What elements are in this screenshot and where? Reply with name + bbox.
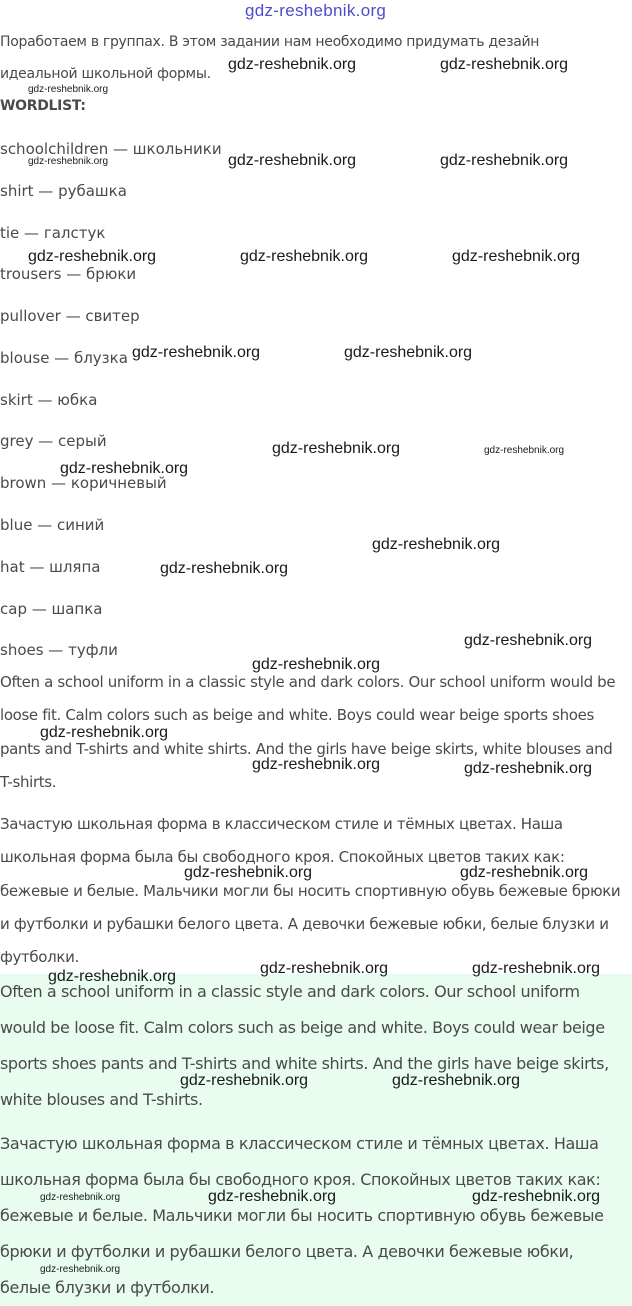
watermark: gdz-reshebnik.org <box>472 1188 601 1205</box>
watermark: gdz-reshebnik.org <box>240 248 369 265</box>
answer-english-paragraph: Often a school uniform in a classic style and dark colors. Our school uniform would be loose fit. Calm colors such as beige and white. Boys could wear beige sports shoes pants and T-shirts and white shirts. And the girls have beige skirts, white blouses and T-shirts. <box>0 982 609 1109</box>
watermark-top: gdz-reshebnik.org <box>245 1 387 20</box>
watermark-small: gdz-reshebnik.org <box>28 156 109 167</box>
watermark: gdz-reshebnik.org <box>464 632 593 649</box>
watermark-small: gdz-reshebnik.org <box>40 1192 121 1203</box>
wordlist-item: hat — шляпа <box>0 558 101 576</box>
watermark: gdz-reshebnik.org <box>28 248 157 265</box>
watermark: gdz-reshebnik.org <box>228 152 357 169</box>
wordlist-item: skirt — юбка <box>0 391 98 409</box>
wordlist-item: blue — синий <box>0 516 105 534</box>
wordlist-item: shoes — туфли <box>0 641 118 659</box>
russian-paragraph: Зачастую школьная форма в классическом стиле и тёмных цветах. Наша школьная форма была бы свободного кроя. Спокойных цветов таких как: бежевые и белые. Мальчики могли бы носить спортивную обувь бежевые брюки и футболки и рубашки белого цвета. А девочки бежевые юбки, белые блузки и футболки. <box>0 815 621 967</box>
watermark: gdz-reshebnik.org <box>228 56 357 73</box>
watermark: gdz-reshebnik.org <box>464 760 593 777</box>
watermark: gdz-reshebnik.org <box>208 1188 337 1205</box>
watermark: gdz-reshebnik.org <box>48 968 177 985</box>
intro-line-2: идеальной школьной формы. <box>0 66 211 82</box>
watermark-small: gdz-reshebnik.org <box>484 445 565 456</box>
intro-line-1: Поработаем в группах. В этом задании нам необходимо придумать дезайн <box>0 34 540 50</box>
watermark: gdz-reshebnik.org <box>344 344 473 361</box>
watermark: gdz-reshebnik.org <box>440 56 569 73</box>
watermark: gdz-reshebnik.org <box>252 656 381 673</box>
wordlist-item: cap — шапка <box>0 600 103 618</box>
wordlist-item: grey — серый <box>0 432 107 450</box>
watermark: gdz-reshebnik.org <box>472 960 601 977</box>
answer-russian-paragraph: Зачастую школьная форма в классическом стиле и тёмных цветах. Наша школьная форма была бы свободного кроя. Спокойных цветов таких как: бежевые и белые. Мальчики могли бы носить спортивную обувь бежевые брюки и футболки и рубашки белого цвета. А девочки бежевые юбки, белые блузки и футболки. <box>0 1134 604 1297</box>
watermark: gdz-reshebnik.org <box>132 344 261 361</box>
watermark: gdz-reshebnik.org <box>272 440 401 457</box>
wordlist-item: brown — коричневый <box>0 474 167 492</box>
wordlist-item: shirt — рубашка <box>0 182 127 200</box>
wordlist-item: pullover — свитер <box>0 307 140 325</box>
watermark: gdz-reshebnik.org <box>160 560 289 577</box>
answer-box <box>0 974 632 1306</box>
wordlist-item: blouse — блузка <box>0 349 128 367</box>
wordlist-item: tie — галстук <box>0 224 106 242</box>
watermark: gdz-reshebnik.org <box>452 248 581 265</box>
watermark: gdz-reshebnik.org <box>260 960 389 977</box>
watermark: gdz-reshebnik.org <box>460 864 589 881</box>
watermark: gdz-reshebnik.org <box>40 724 169 741</box>
wordlist-item: trousers — брюки <box>0 265 137 283</box>
watermark: gdz-reshebnik.org <box>392 1072 521 1089</box>
wordlist-title: WORDLIST: <box>0 98 86 114</box>
watermark: gdz-reshebnik.org <box>252 756 381 773</box>
watermark: gdz-reshebnik.org <box>60 460 189 477</box>
watermark: gdz-reshebnik.org <box>180 1072 309 1089</box>
wordlist-item: schoolchildren — школьники <box>0 140 222 158</box>
watermark: gdz-reshebnik.org <box>184 864 313 881</box>
watermark-small: gdz-reshebnik.org <box>40 1264 121 1275</box>
watermark-small: gdz-reshebnik.org <box>28 84 109 95</box>
english-paragraph: Often a school uniform in a classic style and dark colors. Our school uniform would be loose fit. Calm colors such as beige and white. Boys could wear beige sports shoes pants and T-shirts and white shirts. And the girls have beige skirts, white blouses and T-shirts. <box>0 673 616 791</box>
watermark: gdz-reshebnik.org <box>372 536 501 553</box>
watermark: gdz-reshebnik.org <box>440 152 569 169</box>
